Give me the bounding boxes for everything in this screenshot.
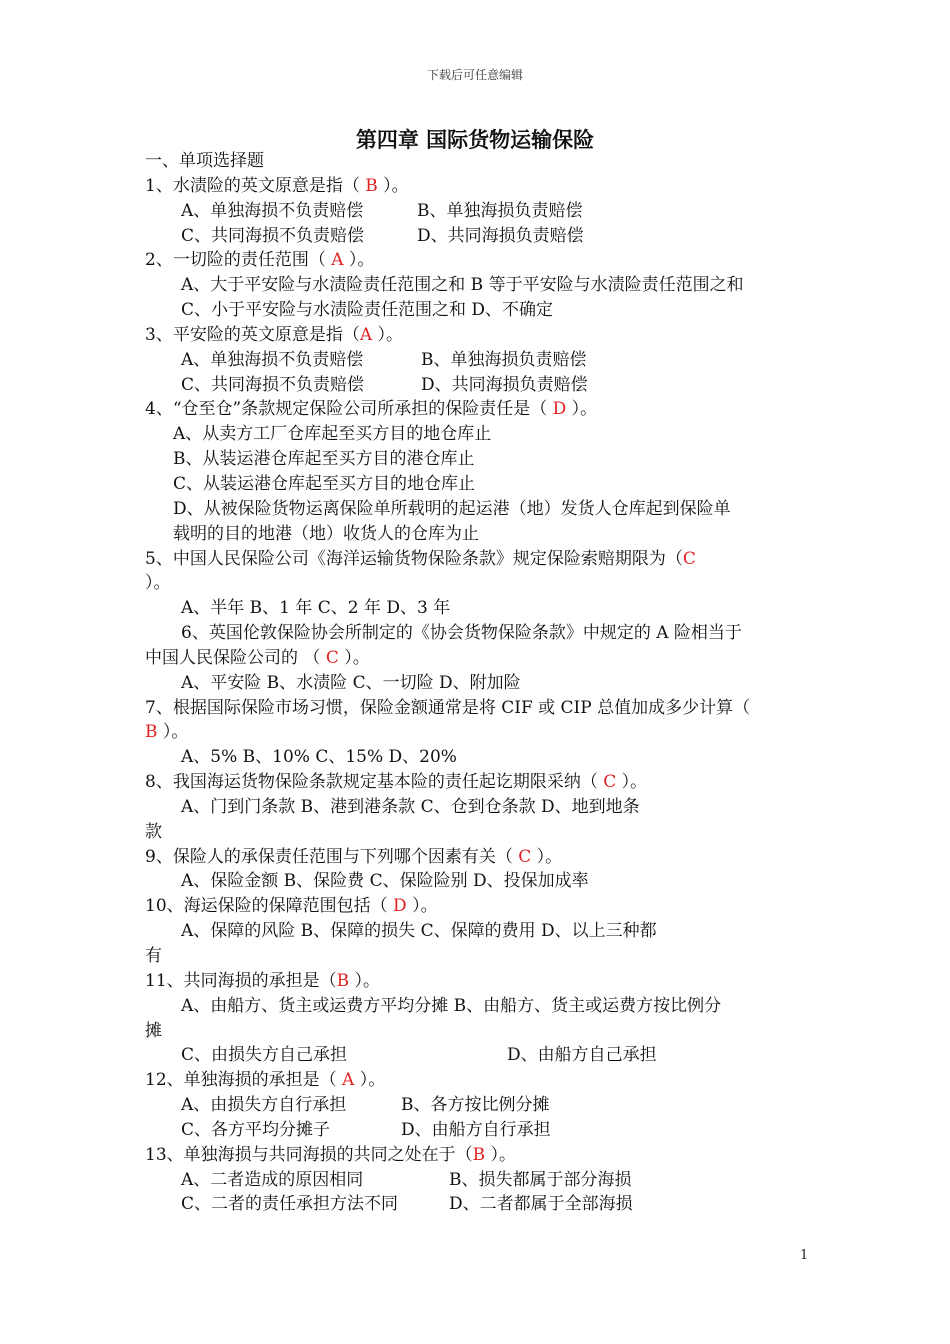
- options-10: A、保障的风险 B、保障的损失 C、保障的费用 D、以上三种都: [181, 921, 657, 942]
- options-12a: A、由损失方自行承担 B、各方按比例分摊: [181, 1095, 550, 1116]
- question-list: [145, 149, 810, 1217]
- answer-11: B: [336, 970, 350, 991]
- page-header: 下载后可任意编辑: [426, 68, 523, 82]
- option-4c: C、从装运港仓库起至买方目的地仓库止: [173, 473, 476, 494]
- options-6: A、平安险 B、水渍险 C、一切险 D、附加险: [181, 672, 521, 693]
- question-7-cont: B ）。: [145, 722, 189, 743]
- answer-4: D: [552, 399, 567, 420]
- options-1b: C、共同海损不负责赔偿 D、共同海损负责赔偿: [181, 225, 584, 246]
- answer-13: B: [472, 1144, 486, 1165]
- options-13a: A、二者造成的原因相同 B、损失都属于部分海损: [181, 1169, 632, 1190]
- options-12b: C、各方平均分摊子 D、由船方自行承担: [181, 1119, 551, 1140]
- question-5-cont: ）。: [145, 573, 171, 594]
- question-9: 9、保险人的承保责任范围与下列哪个因素有关（ C ）。: [145, 846, 563, 867]
- answer-6: C: [325, 647, 339, 668]
- question-10: 10、海运保险的保障范围包括（ D ）。: [145, 896, 438, 917]
- question-13: 13、单独海损与共同海损的共同之处在于（B ）。: [145, 1144, 517, 1165]
- answer-3: A: [359, 324, 373, 345]
- answer-7: B: [145, 722, 158, 743]
- option-4b: B、从装运港仓库起至买方目的港仓库止: [173, 449, 475, 470]
- question-5: 5、中国人民保险公司《海洋运输货物保险条款》规定保险索赔期限为（C: [145, 548, 696, 569]
- options-11a-wrap: 摊: [145, 1020, 162, 1041]
- page-number: 1: [800, 1248, 809, 1263]
- question-3: 3、平安险的英文原意是指（A ）。: [145, 324, 404, 345]
- options-10-wrap: 有: [145, 946, 162, 966]
- options-9: A、保险金额 B、保险费 C、保险险别 D、投保加成率: [181, 871, 589, 892]
- options-8: A、门到门条款 B、港到港条款 C、仓到仓条款 D、地到地条: [181, 796, 640, 817]
- options-3b: C、共同海损不负责赔偿 D、共同海损负责赔偿: [181, 374, 588, 395]
- answer-8: C: [603, 772, 617, 793]
- question-12: 12、单独海损的承担是（ A ）。: [145, 1070, 386, 1091]
- options-3a: A、单独海损不负责赔偿 B、单独海损负责赔偿: [181, 349, 587, 370]
- options-13b: C、二者的责任承担方法不同 D、二者都属于全部海损: [181, 1194, 633, 1215]
- question-7: 7、根据国际保险市场习惯，保险金额通常是将 CIF 或 CIP 总值加成多少计算（: [145, 697, 751, 718]
- question-11: 11、共同海损的承担是（B ）。: [145, 970, 381, 991]
- options-1a: A、单独海损不负责赔偿 B、单独海损负责赔偿: [181, 200, 583, 221]
- options-5: A、半年 B、1 年 C、2 年 D、3 年: [181, 598, 451, 619]
- question-8: 8、我国海运货物保险条款规定基本险的责任起讫期限采纳（ C ）。: [145, 772, 648, 793]
- options-2a: A、大于平安险与水渍险责任范围之和 B 等于平安险与水渍险责任范围之和: [181, 275, 744, 296]
- chapter-title: 第四章 国际货物运输保险: [355, 128, 595, 152]
- options-2b: C、小于平安险与水渍险责任范围之和 D、不确定: [181, 300, 554, 321]
- options-11b: C、由损失方自己承担 D、由船方自己承担: [181, 1045, 657, 1066]
- answer-1: B: [365, 175, 378, 196]
- answer-10: D: [393, 896, 407, 917]
- options-11a: A、由船方、货主或运费方平均分摊 B、由船方、货主或运费方按比例分: [181, 995, 722, 1016]
- option-4d-cont: 载明的目的地港（地）收货人的仓库为止: [173, 523, 479, 544]
- options-8-wrap: 款: [145, 821, 162, 842]
- answer-2: A: [331, 250, 344, 271]
- section-heading: 一、单项选择题: [145, 151, 264, 171]
- question-4: 4、“仓至仓”条款规定保险公司所承担的保险责任是（ D ）。: [145, 399, 598, 420]
- question-2: 2、一切险的责任范围（ A ）。: [145, 250, 375, 271]
- question-6-cont: 中国人民保险公司的 （ C ）。: [145, 647, 370, 668]
- answer-5: C: [682, 548, 696, 569]
- answer-12: A: [342, 1070, 355, 1091]
- question-1: 1、水渍险的英文原意是指（ B ）。: [145, 175, 409, 196]
- option-4a: A、从卖方工厂仓库起至买方目的地仓库止: [173, 424, 492, 445]
- option-4d: D、从被保险货物运离保险单所载明的起运港（地）发货人仓库起到保险单: [173, 498, 731, 519]
- answer-9: C: [518, 846, 532, 867]
- question-6: 6、英国伦敦保险协会所制定的《协会货物保险条款》中规定的 A 险相当于: [181, 623, 742, 644]
- options-7: A、5% B、10% C、15% D、20%: [181, 747, 457, 768]
